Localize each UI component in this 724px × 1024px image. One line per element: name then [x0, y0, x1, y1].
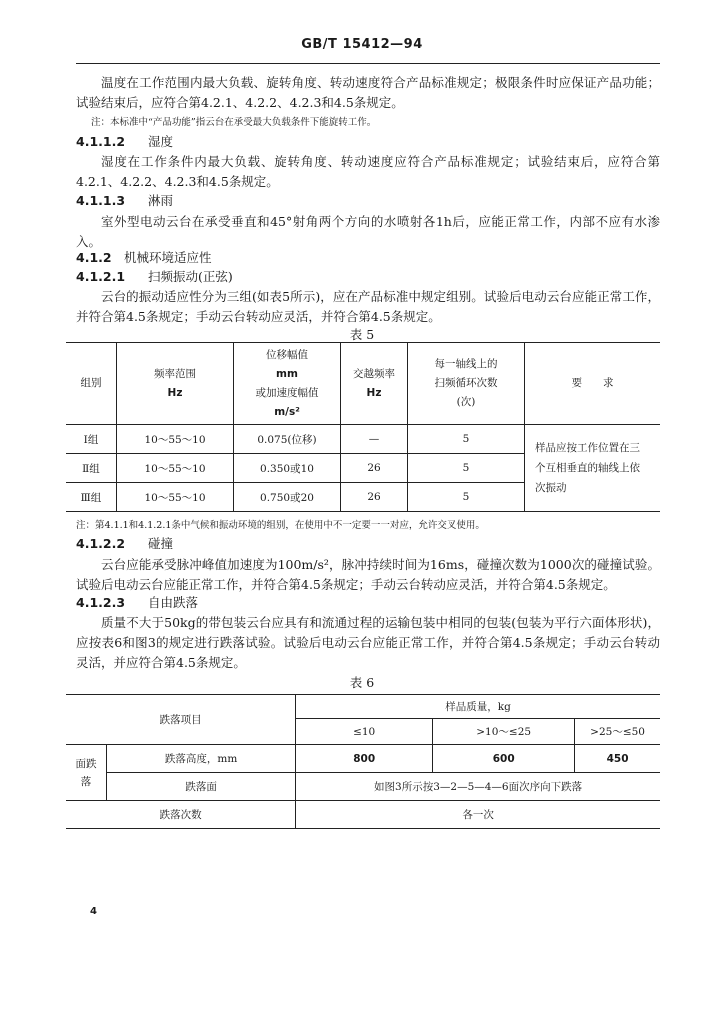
table-row [66, 801, 660, 829]
cell-drop-face-label: 跌落面 [107, 773, 296, 801]
header-rule [76, 63, 660, 64]
cell-cycles: 5 [408, 454, 525, 483]
heading-number: 4.1.1.2 [76, 134, 126, 149]
paragraph-rain: 室外型电动云台在承受垂直和45°射角两个方向的水喷射各1h后，应能正常工作，内部不应有水渗入。 [76, 214, 660, 249]
col-requirement: 要 求 [525, 343, 661, 425]
col-crossover-label: 交越频率 [353, 367, 395, 380]
cell-cycles: 5 [408, 425, 525, 454]
col-amplitude-l3: 或加速度幅值 [255, 386, 319, 399]
table6-header-row [66, 695, 660, 719]
cell-drop-height: 450 [575, 745, 660, 773]
cell-crossover: — [341, 425, 408, 454]
cell-frequency: 10～55～10 [117, 454, 234, 483]
heading-title: 湿度 [148, 134, 174, 149]
heading-4-1-1-3 [76, 192, 173, 210]
heading-4-1-2-3 [76, 594, 198, 612]
table5-caption: 表 5 [349, 327, 375, 342]
cell-mass-col: ≤10 [296, 719, 433, 745]
col-amplitude-l2: mm [276, 367, 298, 380]
heading-title: 淋雨 [148, 193, 174, 208]
col-frequency-unit: Hz [167, 386, 183, 399]
heading-title: 碰撞 [148, 536, 174, 551]
cell-drop-height-label: 跌落高度，mm [107, 745, 296, 773]
col-group: 组别 [66, 343, 117, 425]
col-amplitude-l1: 位移幅值 [266, 348, 308, 361]
table-row [66, 773, 660, 801]
cell-frequency: 10～55～10 [117, 483, 234, 512]
cell-amplitude: 0.350或10 [234, 454, 341, 483]
cell-crossover: 26 [341, 454, 408, 483]
cell-drop-item: 跌落项目 [66, 695, 296, 745]
heading-number: 4.1.1.3 [76, 193, 126, 208]
paragraph-temperature: 温度在工作范围内最大负载、旋转角度、转动速度符合产品标准规定；极限条件时应保证产品功能；试验结束后，应符合第4.2.1、4.2.2、4.2.3和4.5条规定。 [76, 75, 660, 110]
paragraph-free-fall: 质量不大于50kg的带包装云台应具有和流通过程的运输包装中相同的包装(包装为平行六面体形状)，应按表6和图3的规定进行跌落试验。试验后电动云台应能正常工作，并符合第4.5条规定；手动云台转动灵活，并应符合第4.5条规定。 [76, 615, 660, 670]
heading-number: 4.1.2 [76, 250, 112, 265]
heading-number: 4.1.2.1 [76, 269, 126, 284]
paragraph-vibration: 云台的振动适应性分为三组(如表5所示)，应在产品标准中规定组别。试验后电动云台应能正常工作，并符合第4.5条规定；手动云台转动应灵活，并符合第4.5条规定。 [76, 289, 660, 324]
cell-drop-height: 600 [433, 745, 575, 773]
cell-frequency: 10～55～10 [117, 425, 234, 454]
table-row [66, 425, 660, 454]
cell-crossover: 26 [341, 483, 408, 512]
heading-4-1-2-1 [76, 268, 233, 286]
paragraph-bump: 云台应能承受脉冲峰值加速度为100m/s²，脉冲持续时间为16ms，碰撞次数为1000次的碰撞试验。试验后电动云台应能正常工作，并符合第4.5条规定；手动云台转动应灵活，并符合第4.5条规定。 [76, 557, 660, 592]
cell-amplitude: 0.750或20 [234, 483, 341, 512]
page-number: 4 [90, 906, 97, 917]
cell-face-drop: 面跌落 [66, 745, 107, 801]
cell-drop-height: 800 [296, 745, 433, 773]
note-product-function: 注：本标准中“产品功能”指云台在承受最大负载条件下能旋转工作。 [91, 117, 377, 128]
heading-number: 4.1.2.3 [76, 595, 126, 610]
cell-group: Ⅰ组 [66, 425, 117, 454]
col-crossover [341, 343, 408, 425]
cell-drop-count-label: 跌落次数 [66, 801, 296, 829]
col-cycles [408, 343, 525, 425]
heading-title: 自由跌落 [148, 595, 199, 610]
cell-group: Ⅱ组 [66, 454, 117, 483]
heading-4-1-1-2 [76, 133, 173, 151]
col-cycles-l2: 扫频循环次数 [434, 377, 498, 389]
col-frequency [117, 343, 234, 425]
col-amplitude-l4: m/s² [274, 405, 300, 418]
document-header: GB/T 15412—94 [301, 37, 423, 52]
heading-number: 4.1.2.2 [76, 536, 126, 551]
table-6 [66, 694, 660, 829]
cell-cycles: 5 [408, 483, 525, 512]
heading-4-1-2-2 [76, 535, 173, 553]
cell-mass-col: >10～≤25 [433, 719, 575, 745]
paragraph-humidity: 湿度在工作条件内最大负载、旋转角度、转动速度应符合产品标准规定；试验结束后，应符合第4.2.1、4.2.2、4.2.3和4.5条规定。 [76, 154, 660, 189]
col-cycles-l3: (次) [456, 396, 476, 408]
cell-amplitude: 0.075(位移) [234, 425, 341, 454]
note-cross-use: 注：第4.1.1和4.1.2.1条中气候和振动环境的组别，在使用中不一定要一一对应，允许交叉使用。 [76, 520, 485, 531]
heading-4-1-2 [76, 249, 212, 267]
cell-requirement: 样品应按工作位置在三个互相垂直的轴线上依次振动 [525, 425, 661, 512]
col-crossover-unit: Hz [366, 386, 382, 399]
table5-header-row [66, 343, 660, 425]
col-frequency-label: 频率范围 [154, 367, 196, 380]
table6-caption: 表 6 [349, 675, 375, 690]
heading-title: 机械环境适应性 [124, 250, 212, 265]
cell-drop-count-value: 各一次 [296, 801, 660, 829]
table-row [66, 745, 660, 773]
col-cycles-l1: 每一轴线上的 [434, 358, 498, 370]
cell-drop-face-value: 如图3所示按3—2—5—4—6面次序向下跌落 [296, 773, 660, 801]
cell-group: Ⅲ组 [66, 483, 117, 512]
col-amplitude [234, 343, 341, 425]
table-5 [66, 342, 660, 512]
cell-mass-header: 样品质量，kg [296, 695, 660, 719]
cell-mass-col: >25～≤50 [575, 719, 660, 745]
heading-title: 扫频振动(正弦) [148, 269, 233, 284]
